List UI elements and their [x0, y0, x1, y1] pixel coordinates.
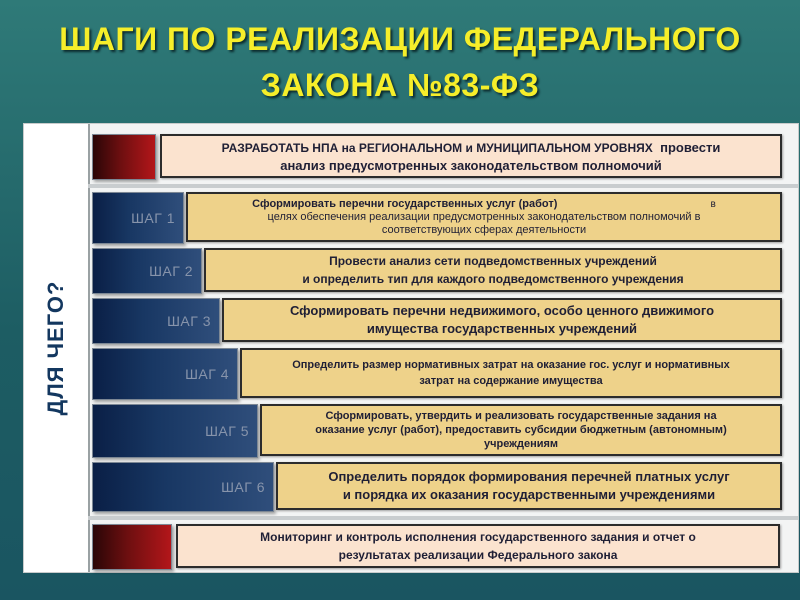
- bottom-red-block: [92, 524, 172, 570]
- step-2-line-2: и определить тип для каждого подведомственного учреждения: [302, 272, 684, 286]
- title-line-1: ШАГИ ПО РЕАЛИЗАЦИИ ФЕДЕРАЛЬНОГО: [59, 21, 741, 57]
- top-task-line-2: анализ предусмотренных законодательством полномочий: [280, 157, 662, 173]
- step-1-line-1-text: Сформировать перечни государственных услуг (работ): [252, 197, 558, 210]
- step-5-block: [92, 404, 258, 458]
- step-3-line-2: имущества государственных учреждений: [366, 321, 638, 336]
- step-2-line-1: Провести анализ сети подведомственных учреждений: [329, 254, 657, 268]
- step-4-line-1: Определить размер нормативных затрат на оказание гос. услуг и нормативных: [292, 359, 730, 371]
- step-6-line-1: Определить порядок формирования перечней платных услуг: [328, 469, 730, 484]
- step-2-label: ШАГ 2: [149, 263, 193, 279]
- step-5-line-3: учреждениям: [483, 438, 559, 450]
- step-5-box: [260, 404, 782, 456]
- step-1-box: [186, 192, 782, 242]
- content-panel: [24, 124, 798, 572]
- step-4-box: [240, 348, 782, 398]
- step-1-line-2: целях обеспечения реализации предусмотренных законодательством полномочий в: [267, 210, 701, 223]
- step-5-line-2: оказание услуг (работ), предоставить субсидии бюджетным (автономным): [315, 424, 727, 436]
- step-6-box: [276, 462, 782, 510]
- step-4-line-2: затрат на содержание имущества: [419, 375, 603, 387]
- top-task-line-1-suffix: провести: [660, 139, 721, 155]
- bottom-task-line-1: Мониторинг и контроль исполнения государственного задания и отчет о: [260, 530, 696, 544]
- step-5-label: ШАГ 5: [205, 423, 249, 439]
- step-2-block: [92, 248, 202, 294]
- step-3-box: [222, 298, 782, 342]
- page-title: [0, 16, 800, 108]
- top-divider: [88, 184, 798, 188]
- step-5-line-1: Сформировать, утвердить и реализовать государственные задания на: [325, 410, 717, 422]
- sidebar-label: ДЛЯ ЧЕГО?: [43, 280, 68, 416]
- top-red-block: [92, 134, 156, 180]
- step-6-line-2: и порядка их оказания государственными учреждениями: [342, 487, 716, 502]
- step-6-block: [92, 462, 274, 512]
- step-1-label: ШАГ 1: [131, 210, 175, 226]
- step-1-line-1: [252, 198, 716, 211]
- bottom-task-box: [176, 524, 780, 568]
- sidebar: [24, 124, 90, 572]
- title-line-2: ЗАКОНА №83-ФЗ: [260, 67, 540, 103]
- step-6-label: ШАГ 6: [221, 479, 265, 495]
- step-1-line-1-suffix: в: [710, 198, 716, 210]
- step-4-label: ШАГ 4: [185, 366, 229, 382]
- step-3-label: ШАГ 3: [167, 313, 211, 329]
- step-1-block: [92, 192, 184, 244]
- step-3-block: [92, 298, 220, 344]
- top-task-box: [160, 134, 782, 178]
- top-task-line-1-prefix: РАЗРАБОТАТЬ НПА на РЕГИОНАЛЬНОМ и МУНИЦИПАЛЬНОМ УРОВНЯХ: [221, 140, 653, 155]
- bottom-divider: [88, 516, 798, 520]
- step-4-block: [92, 348, 238, 400]
- step-1-line-3: соответствующих сферах деятельности: [381, 223, 587, 236]
- step-3-line-1: Сформировать перечни недвижимого, особо ценного движимого: [289, 303, 715, 318]
- bottom-task-line-2: результатах реализации Федерального закона: [338, 548, 618, 562]
- step-2-box: [204, 248, 782, 292]
- top-task-line-1: [222, 139, 721, 157]
